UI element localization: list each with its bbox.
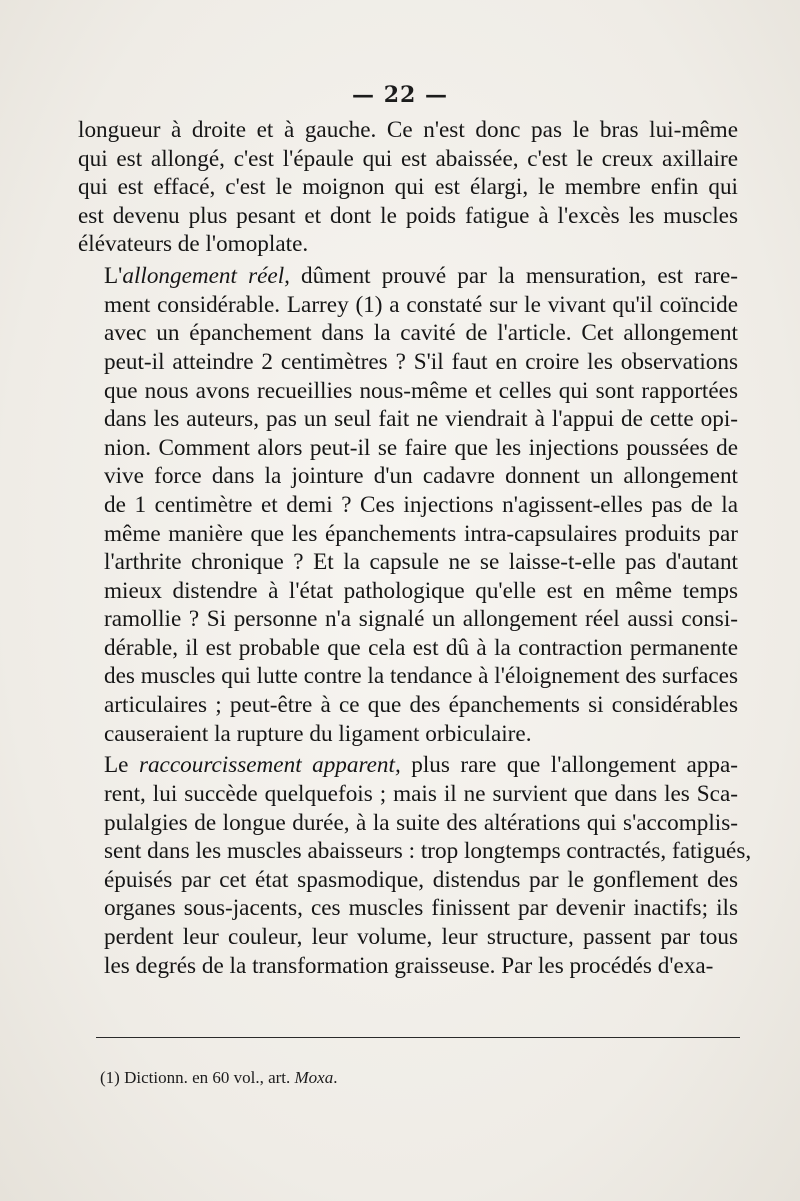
text-line <box>78 691 738 720</box>
text-line <box>78 291 738 320</box>
text-segment: sent dans les muscles abaisseurs : trop longtemps contractés, fatigués, <box>104 838 752 865</box>
text-segment: l'arthrite chronique ? Et la capsule ne se laisse-t-elle pas d'autant <box>104 549 738 576</box>
footnote-suffix: . <box>333 1068 338 1087</box>
text-segment: de 1 centimètre et demi ? Ces injections n'agissent-elles pas de la <box>104 491 738 518</box>
footnote <box>100 1068 337 1088</box>
paragraph <box>78 116 738 259</box>
paragraph <box>78 262 738 748</box>
text-segment: articulaires ; peut-être à ce que des épanchements si considérables <box>104 692 738 719</box>
text-segment: dans les auteurs, pas un seul fait ne viendrait à l'appui de cette opi- <box>104 406 738 433</box>
text-segment: plus rare que l'allongement appa- <box>400 752 738 779</box>
text-line <box>78 952 738 981</box>
text-line <box>78 230 738 259</box>
text-line <box>78 809 738 838</box>
text-segment: rent, lui succède quelquefois ; mais il ne survient que dans les Sca- <box>104 781 738 808</box>
text-line <box>78 548 738 577</box>
text-line <box>78 145 738 174</box>
text-line <box>78 173 738 202</box>
text-segment: qui est allongé, c'est l'épaule qui est abaissée, c'est le creux axillaire <box>78 145 738 172</box>
text-line <box>78 202 738 231</box>
footnote-italic: Moxa <box>294 1068 334 1087</box>
text-line <box>78 923 738 952</box>
text-segment: épuisés par cet état spasmodique, distendus par le gonflement des <box>104 866 738 893</box>
text-segment: élévateurs de l'omoplate. <box>78 231 309 258</box>
text-segment: des muscles qui lutte contre la tendance à l'éloignement des surfaces <box>104 663 738 690</box>
text-segment: dérable, il est probable que cela est dû à la contraction permanente <box>104 634 738 661</box>
text-line <box>78 720 738 749</box>
text-segment: est devenu plus pesant et dont le poids fatigue à l'excès les muscles <box>78 202 738 229</box>
text-line <box>78 866 738 895</box>
text-line <box>78 262 738 291</box>
text-segment: ment considérable. Larrey (1) a constaté sur le vivant qu'il coïncide <box>104 291 738 318</box>
text-line <box>78 605 738 634</box>
text-line <box>78 837 752 866</box>
italic-term: allongement réel, <box>122 263 290 290</box>
text-line <box>78 520 738 549</box>
italic-term: raccourcissement apparent, <box>138 752 401 779</box>
text-segment: que nous avons recueillies nous-même et celles qui sont rapportées <box>104 377 738 404</box>
text-line <box>78 462 738 491</box>
text-line <box>78 377 738 406</box>
text-segment: pulalgies de longue durée, à la suite des altérations qui s'accomplis- <box>104 809 738 836</box>
text-segment: qui est effacé, c'est le moignon qui est élargi, le membre enfin qui <box>78 174 738 201</box>
text-line <box>78 751 738 780</box>
text-segment: L' <box>104 263 123 290</box>
page-number: — 22 — <box>352 82 448 108</box>
footnote-rule <box>96 1037 740 1038</box>
text-segment: même manière que les épanchements intra-capsulaires produits par <box>104 520 738 547</box>
text-segment: perdent leur couleur, leur volume, leur structure, passent par tous <box>104 924 738 950</box>
paragraph <box>78 751 752 980</box>
text-segment: Le <box>104 752 139 779</box>
text-line <box>78 780 738 809</box>
text-segment: ramollie ? Si personne n'a signalé un allongement réel aussi consi- <box>104 606 738 633</box>
text-segment: avec un épanchement dans la cavité de l'article. Cet allongement <box>104 320 738 347</box>
text-segment: peut-il atteindre 2 centimètres ? S'il faut en croire les observations <box>104 348 738 375</box>
footnote-prefix: (1) Dictionn. en 60 vol., art. <box>100 1068 295 1087</box>
text-segment: dûment prouvé par la mensuration, est rare- <box>289 263 738 290</box>
text-segment: organes sous-jacents, ces muscles finissent par devenir inactifs; ils <box>104 895 738 922</box>
text-segment: les degrés de la transformation graisseuse. Par les procédés d'exa- <box>104 952 714 979</box>
text-line <box>78 634 738 663</box>
text-line <box>78 434 738 463</box>
text-segment: mieux distendre à l'état pathologique qu'elle est en même temps <box>104 577 738 604</box>
text-segment: nion. Comment alors peut-il se faire que les injections poussées de <box>104 434 738 461</box>
text-segment: causeraient la rupture du ligament orbiculaire. <box>104 720 532 747</box>
text-line <box>78 405 738 434</box>
text-line <box>78 577 738 606</box>
text-line <box>78 491 738 520</box>
text-line <box>78 116 738 145</box>
text-line <box>78 319 738 348</box>
text-line <box>78 894 738 923</box>
text-line <box>78 662 738 691</box>
text-segment: longueur à droite et à gauche. Ce n'est donc pas le bras lui-même <box>78 117 738 143</box>
text-segment: vive force dans la jointure d'un cadavre donnent un allongement <box>104 463 738 490</box>
text-line <box>78 348 738 377</box>
body-text <box>78 116 752 983</box>
